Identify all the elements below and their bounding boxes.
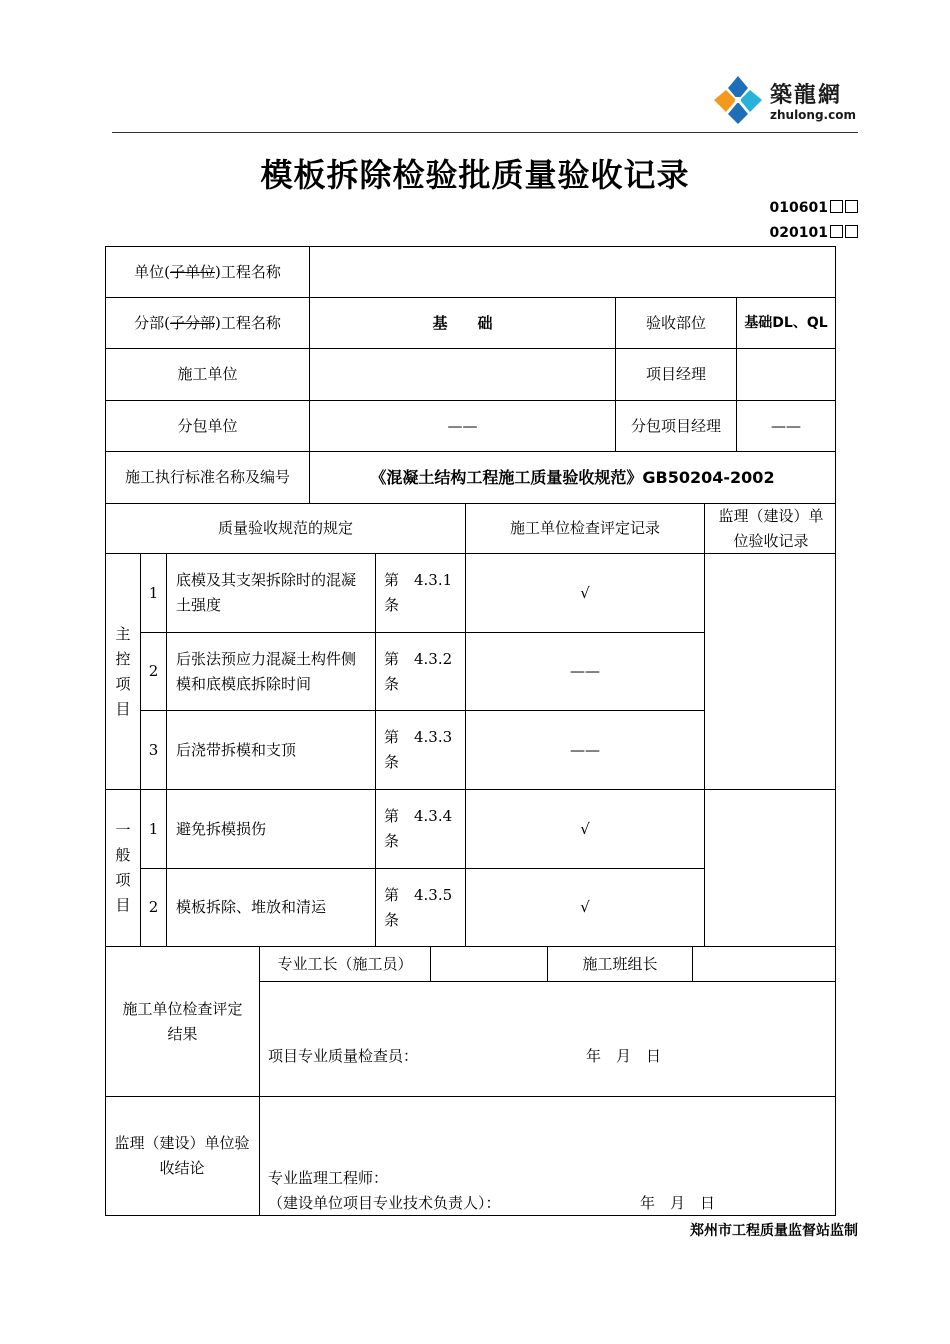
main-control-group-label: 主控项目 [115,624,131,718]
col-supervision-header: 监理（建设）单位验收记录 [718,506,824,550]
checkbox-icon [830,225,843,238]
inspector-label: 项目专业质量检查员： [268,1046,419,1065]
division-project-name-value[interactable]: 基 础 [432,313,493,332]
division-project-name-label: 分部( 子分部 )工程名称 [134,313,281,332]
main-item-desc: 后浇带拆模和支顶 [176,740,297,759]
subcontract-manager-label: 分包项目经理 [630,416,721,435]
main-item-result[interactable]: —— [570,740,600,759]
checkbox-icon [845,200,858,213]
logo-text-en: zhulong.com [770,108,856,122]
construction-result-label: 施工单位检查评定结果 [122,999,243,1043]
standard-label: 施工执行标准名称及编号 [124,468,290,486]
general-item-clause: 第 4.3.5条 [384,885,453,929]
team-leader-label: 施工班组长 [582,954,658,973]
general-supervision-record[interactable] [705,790,835,946]
tech-lead-label: （建设单位项目专业技术负责人）： [268,1193,501,1212]
construction-date[interactable]: 年 月 日 [586,1046,662,1065]
acceptance-part-label: 验收部位 [645,313,706,332]
project-manager-label: 项目经理 [645,365,706,383]
checkbox-icon [845,225,858,238]
checkbox-icon [830,200,843,213]
general-item-desc: 避免拆模损伤 [176,819,267,838]
main-item-no: 2 [148,662,159,680]
foreman-label: 专业工长（施工员） [277,954,413,973]
main-item-desc: 后张法预应力混凝土构件侧模和底模底拆除时间 [176,649,357,693]
unit-project-name-label: 单位( 子单位 )工程名称 [134,262,281,281]
general-item-no: 2 [148,898,159,916]
general-item-clause: 第 4.3.4条 [384,807,453,850]
team-leader-value[interactable] [693,947,835,981]
main-supervision-record[interactable] [705,554,835,789]
supervision-date[interactable]: 年 月 日 [640,1193,716,1212]
supervision-result-label: 监理（建设）单位验收结论 [114,1134,250,1177]
standard-value[interactable]: 《混凝土结构工程施工质量验收规范》GB50204-2002 [370,468,775,487]
main-item-result[interactable]: —— [570,662,600,680]
form-code-1: 010601 [770,200,858,216]
main-item-clause: 第 4.3.1条 [384,571,453,614]
main-item-clause: 第 4.3.2条 [384,649,453,693]
subcontract-manager-value[interactable]: —— [771,416,801,435]
col-check-header: 施工单位检查评定记录 [509,519,660,537]
general-group-label: 一般项目 [115,821,131,914]
main-item-result[interactable]: √ [580,583,590,602]
main-item-no: 3 [148,740,159,759]
main-item-no: 1 [148,583,159,602]
zhulong-logo [710,74,860,130]
logo-text-cn: 築龍網 [770,83,843,108]
footer-issuer: 郑州市工程质量监督站监制 [690,1223,858,1239]
subcontract-unit-label: 分包单位 [177,416,238,435]
header-rule [112,132,858,133]
page-title: 模板拆除检验批质量验收记录 [260,156,690,194]
general-item-desc: 模板拆除、堆放和清运 [176,898,327,916]
subcontract-unit-value[interactable]: —— [447,416,478,435]
acceptance-part-value[interactable]: 基础DL、QL [744,314,828,331]
col-spec-header: 质量验收规范的规定 [217,519,353,537]
unit-project-name-value[interactable] [310,247,835,297]
main-item-desc: 底模及其支架拆除时的混凝土强度 [176,571,357,614]
form-code-2: 020101 [770,225,858,241]
general-item-no: 1 [148,819,159,838]
logo-mark-icon [710,74,766,126]
general-item-result[interactable]: √ [580,898,590,916]
general-item-result[interactable]: √ [580,819,590,838]
construction-unit-label: 施工单位 [177,365,238,383]
construction-unit-value[interactable] [310,349,615,400]
foreman-value[interactable] [431,947,547,981]
supervision-engineer-label: 专业监理工程师： [268,1168,389,1187]
project-manager-value[interactable] [737,349,835,400]
main-item-clause: 第 4.3.3条 [384,728,453,771]
